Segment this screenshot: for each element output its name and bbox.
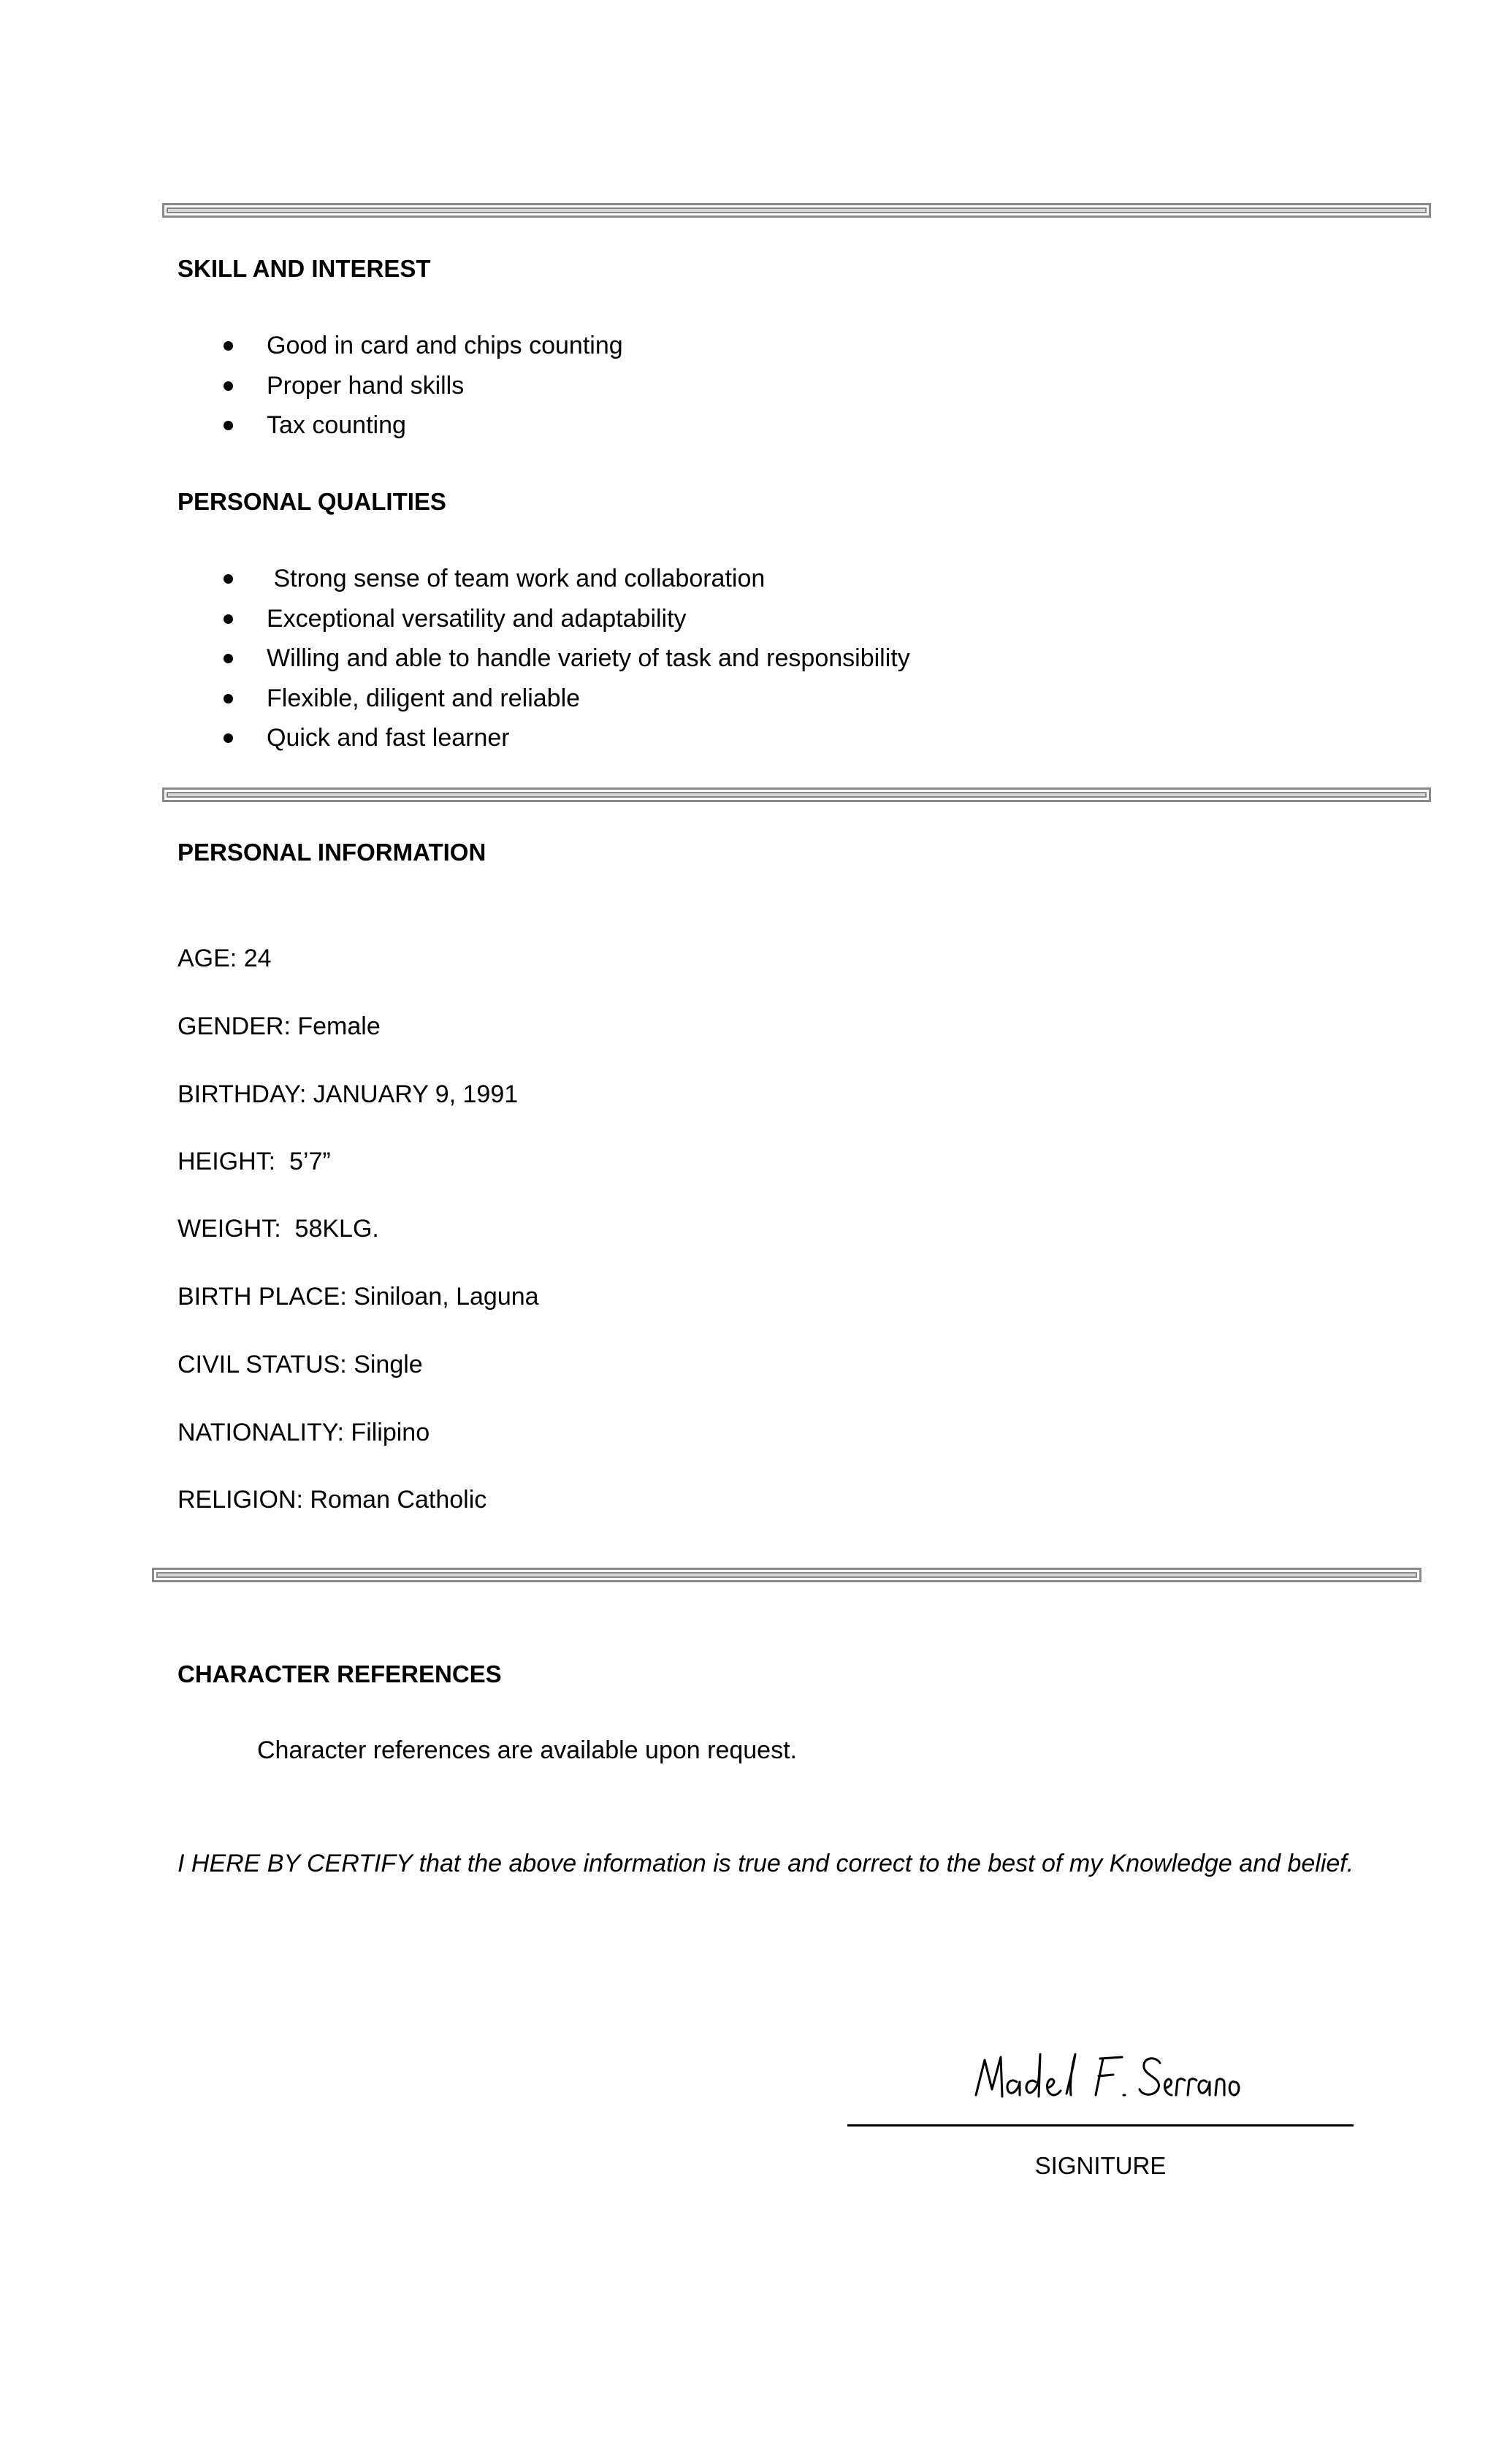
references-text: Character references are available upon request.	[257, 1736, 797, 1764]
qualities-list	[219, 559, 910, 758]
list-item: Proper hand skills	[219, 366, 623, 406]
skills-list	[219, 326, 623, 446]
bullet-icon	[224, 341, 233, 351]
section-divider-middle	[162, 787, 1431, 802]
info-height: HEIGHT: 5’7”	[178, 1148, 331, 1175]
bullet-icon	[224, 614, 233, 624]
list-item: Tax counting	[219, 405, 623, 446]
signature-label: SIGNITURE	[1034, 2152, 1167, 2179]
bullet-icon	[224, 694, 233, 703]
info-birthday: BIRTHDAY: JANUARY 9, 1991	[178, 1080, 519, 1108]
section-divider-top	[162, 203, 1431, 218]
signature-line	[847, 2124, 1354, 2127]
references-heading: CHARACTER REFERENCES	[178, 1660, 502, 1687]
qualities-heading: PERSONAL QUALITIES	[178, 488, 446, 515]
list-item: Good in card and chips counting	[219, 326, 623, 366]
info-age: AGE: 24	[178, 945, 272, 972]
certification-statement: I HERE BY CERTIFY that the above information is true and correct to the best of my Knowledge and belief.	[178, 1850, 1354, 1877]
skills-heading: SKILL AND INTEREST	[178, 255, 431, 282]
personal-info-heading: PERSONAL INFORMATION	[178, 839, 486, 866]
info-birth-place: BIRTH PLACE: Siniloan, Laguna	[178, 1283, 539, 1311]
bullet-icon	[224, 574, 233, 584]
info-weight: WEIGHT: 58KLG.	[178, 1215, 379, 1243]
bullet-icon	[224, 421, 233, 430]
bullet-icon	[224, 381, 233, 391]
info-civil-status: CIVIL STATUS: Single	[178, 1351, 423, 1378]
section-divider-bottom	[152, 1568, 1421, 1582]
list-item: Flexible, diligent and reliable	[219, 679, 910, 719]
list-item: Exceptional versatility and adaptability	[219, 599, 910, 639]
bullet-icon	[224, 654, 233, 663]
list-item: Quick and fast learner	[219, 718, 910, 758]
list-item: Willing and able to handle variety of task and responsibility	[219, 638, 910, 679]
handwritten-signature	[950, 2038, 1242, 2118]
info-religion: RELIGION: Roman Catholic	[178, 1486, 487, 1514]
bullet-icon	[224, 733, 233, 743]
info-gender: GENDER: Female	[178, 1012, 381, 1040]
info-nationality: NATIONALITY: Filipino	[178, 1419, 430, 1446]
list-item: Strong sense of team work and collaboration	[219, 559, 910, 599]
